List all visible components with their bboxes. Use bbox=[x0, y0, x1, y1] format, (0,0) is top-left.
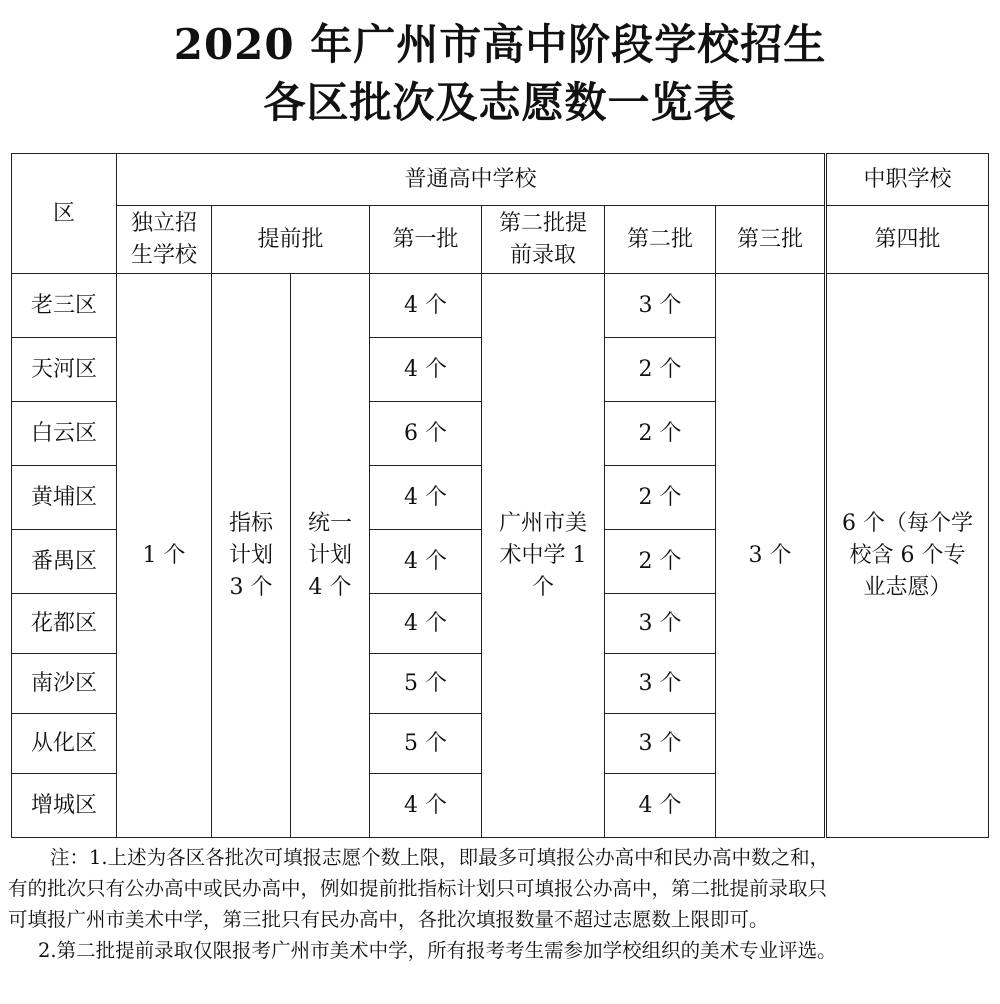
second-early-cell: 广州市美 术中学 1 个 bbox=[482, 274, 605, 838]
district-cell: 黄埔区 bbox=[12, 466, 117, 530]
district-cell: 天河区 bbox=[12, 338, 117, 402]
note-1-line-1: 注：1.上述为各区各批次可填报志愿个数上限，即最多可填报公办高中和民办高中数之和， bbox=[50, 846, 830, 869]
first-batch-cell: 6 个 bbox=[370, 402, 482, 466]
note-1-line-3: 可填报广州市美术中学，第三批只有民办高中，各批次填报数量不超过志愿数上限即可。 bbox=[8, 908, 769, 931]
first-batch-cell: 5 个 bbox=[370, 714, 482, 774]
title-line-1: 2020 年广州市高中阶段学校招生 bbox=[173, 20, 827, 69]
header-first-batch: 第一批 bbox=[370, 206, 482, 274]
header-vocational-school: 中职学校 bbox=[826, 154, 989, 206]
second-batch-cell: 2 个 bbox=[605, 466, 716, 530]
first-batch-cell: 4 个 bbox=[370, 530, 482, 594]
header-early-batch: 提前批 bbox=[212, 206, 370, 274]
header-district: 区 bbox=[12, 154, 117, 274]
second-batch-cell: 2 个 bbox=[605, 338, 716, 402]
second-batch-cell: 2 个 bbox=[605, 530, 716, 594]
first-batch-cell: 5 个 bbox=[370, 654, 482, 714]
title-line-2: 各区批次及志愿数一览表 bbox=[263, 78, 737, 127]
second-batch-cell: 3 个 bbox=[605, 714, 716, 774]
first-batch-cell: 4 个 bbox=[370, 594, 482, 654]
header-fourth-batch: 第四批 bbox=[826, 206, 989, 274]
note-2: 2.第二批提前录取仅限报考广州市美术中学，所有报考考生需参加学校组织的美术专业评选。 bbox=[38, 939, 837, 962]
header-general-high-school: 普通高中学校 bbox=[117, 154, 826, 206]
document-title bbox=[0, 0, 1000, 130]
first-batch-cell: 4 个 bbox=[370, 274, 482, 338]
independent-cell: 1 个 bbox=[117, 274, 212, 838]
second-batch-cell: 3 个 bbox=[605, 274, 716, 338]
first-batch-cell: 4 个 bbox=[370, 338, 482, 402]
district-cell: 老三区 bbox=[12, 274, 117, 338]
header-third-batch: 第三批 bbox=[716, 206, 826, 274]
early-unified-cell: 统一 计划 4 个 bbox=[291, 274, 370, 838]
district-cell: 南沙区 bbox=[12, 654, 117, 714]
third-batch-cell: 3 个 bbox=[716, 274, 826, 838]
second-batch-cell: 4 个 bbox=[605, 774, 716, 838]
second-batch-cell: 2 个 bbox=[605, 402, 716, 466]
admission-table bbox=[11, 153, 989, 838]
notes bbox=[8, 842, 994, 966]
district-cell: 白云区 bbox=[12, 402, 117, 466]
second-batch-cell: 3 个 bbox=[605, 594, 716, 654]
district-cell: 增城区 bbox=[12, 774, 117, 838]
first-batch-cell: 4 个 bbox=[370, 774, 482, 838]
second-batch-cell: 3 个 bbox=[605, 654, 716, 714]
note-1-line-2: 有的批次只有公办高中或民办高中，例如提前批指标计划只可填报公办高中，第二批提前录取只 bbox=[8, 877, 828, 900]
header-independent: 独立招 生学校 bbox=[117, 206, 212, 274]
fourth-batch-cell: 6 个（每个学 校含 6 个专 业志愿） bbox=[826, 274, 989, 838]
district-cell: 番禺区 bbox=[12, 530, 117, 594]
table-row bbox=[12, 274, 989, 338]
early-quota-cell: 指标 计划 3 个 bbox=[212, 274, 291, 838]
header-second-batch: 第二批 bbox=[605, 206, 716, 274]
header-second-early: 第二批提 前录取 bbox=[482, 206, 605, 274]
first-batch-cell: 4 个 bbox=[370, 466, 482, 530]
district-cell: 从化区 bbox=[12, 714, 117, 774]
district-cell: 花都区 bbox=[12, 594, 117, 654]
